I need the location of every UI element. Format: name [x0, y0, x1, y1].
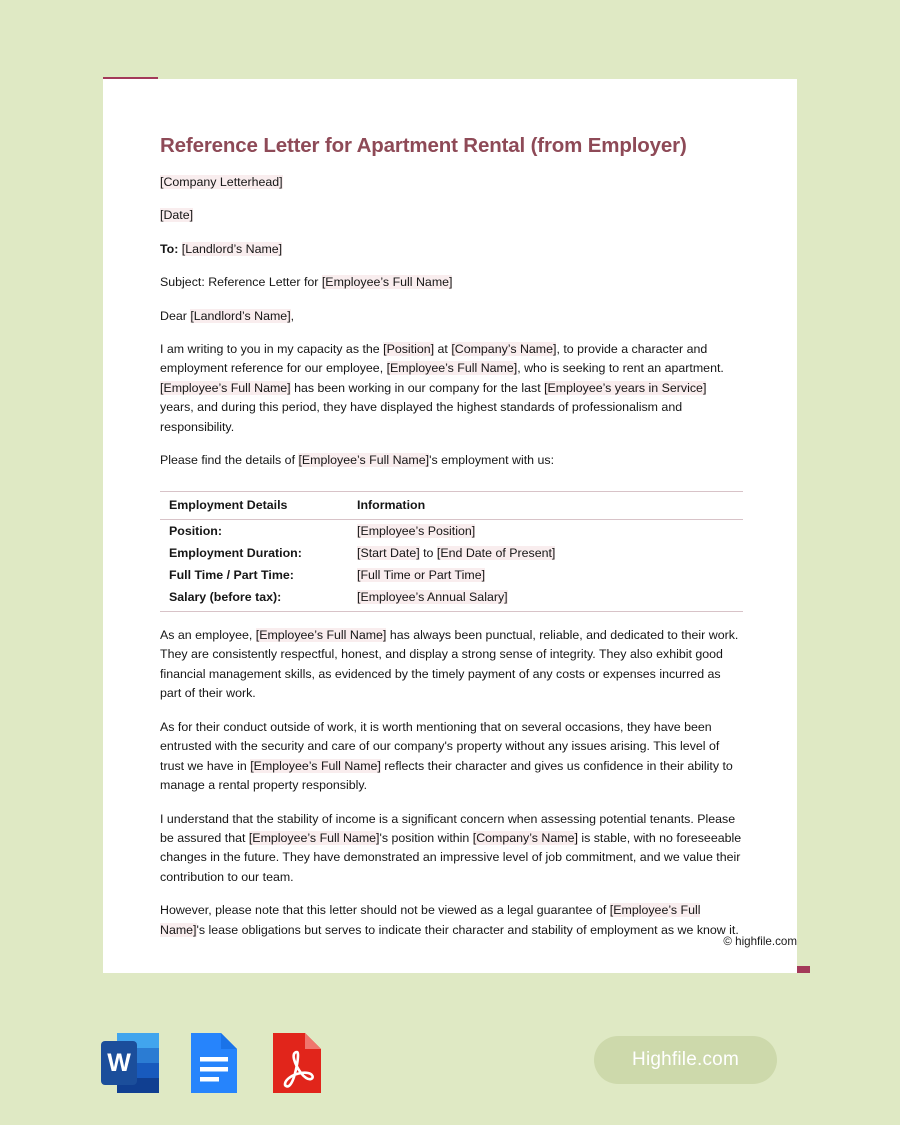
intro-seg-5: has been working in our company for the last	[290, 380, 545, 395]
position-placeholder: [Position]	[383, 341, 435, 356]
company-name-placeholder-2: [Company’s Name]	[472, 831, 578, 845]
employee-name-placeholder-5: [Employee’s Full Name]	[250, 758, 381, 773]
table-row	[160, 564, 743, 586]
highfile-brand-label: Highfile.com	[632, 1049, 739, 1070]
company-letterhead-line	[160, 173, 743, 192]
document-footer	[214, 935, 797, 948]
company-letterhead-placeholder: [Company Letterhead]	[160, 174, 283, 189]
table-header	[160, 491, 743, 519]
highfile-brand-pill[interactable]	[594, 1036, 777, 1084]
table-header-information: Information	[348, 491, 743, 519]
employee-character-paragraph	[160, 626, 743, 704]
svg-text:W: W	[107, 1049, 131, 1077]
disclaimer-seg-2: 's lease obligations but serves to indicate their character and stability of employment as we know it.	[196, 922, 739, 937]
landlord-name-placeholder: [Landlord’s Name]	[181, 241, 283, 256]
stability-seg-1: I understand that the stability of income is a significant concern when assessing potential tenants. Please be assured that	[160, 811, 736, 845]
date-line	[160, 206, 743, 225]
intro-seg-1: I am writing to you in my capacity as the	[160, 341, 384, 356]
details-lead-seg-2: 's employment with us:	[429, 453, 555, 468]
row-label-salary: Salary (before tax):	[160, 586, 348, 612]
stability-seg-3: is stable, with no foreseeable changes in the future. They have demonstrated an impressive level of job commitment, and we value their contribution to our team.	[160, 831, 742, 884]
employee-seg-2: has always been punctual, reliable, and dedicated to their work. They are consistently respectful, honest, and display a strong sense of integrity. They also exhibit good financial management skills, as evidenced by the timely payment of any costs or expenses incurred as part of their work.	[160, 627, 739, 701]
company-name-placeholder: [Company’s Name]	[451, 341, 557, 356]
pdf-icon[interactable]	[269, 1029, 327, 1097]
salutation-landlord-placeholder: [Landlord’s Name]	[190, 308, 291, 323]
row-label-position: Position:	[169, 523, 222, 538]
details-lead-seg-1: Please find the details of	[160, 453, 299, 468]
employment-details-table	[160, 491, 743, 612]
income-stability-paragraph	[160, 810, 743, 888]
word-doc-icon[interactable]	[101, 1029, 159, 1097]
subject-line	[160, 273, 743, 292]
start-date-placeholder: [Start Date]	[357, 545, 420, 560]
row-value-duration	[348, 542, 743, 564]
intro-paragraph	[160, 340, 743, 437]
download-format-icons	[101, 1029, 327, 1097]
end-date-placeholder: [End Date of Present]	[436, 545, 556, 560]
disclaimer-seg-1: However, please note that this letter should not be viewed as a legal guarantee of	[160, 903, 610, 918]
conduct-seg-2: reflects their character and gives us confidence in their ability to manage a rental property responsibly.	[160, 758, 733, 793]
employee-name-placeholder-3: [Employee’s Full Name]	[298, 453, 430, 468]
document-page	[103, 79, 797, 973]
row-value-salary	[348, 586, 743, 612]
table-body	[160, 519, 743, 611]
table-header-row	[160, 491, 743, 519]
conduct-paragraph	[160, 718, 743, 796]
row-value-position	[348, 519, 743, 542]
employee-position-placeholder: [Employee’s Position]	[357, 523, 476, 538]
full-or-part-time-placeholder: [Full Time or Part Time]	[357, 567, 486, 582]
employee-name-placeholder-2: [Employee’s Full Name]	[160, 380, 291, 395]
table-row	[160, 542, 743, 564]
table-header-details: Employment Details	[160, 491, 348, 519]
employee-name-placeholder-4: [Employee’s Full Name]	[255, 627, 387, 642]
intro-seg-2: at	[434, 341, 452, 356]
subject-employee-placeholder: [Employee’s Full Name]	[321, 275, 453, 290]
duration-joiner: to	[419, 545, 437, 560]
annual-salary-placeholder: [Employee’s Annual Salary]	[357, 589, 508, 604]
years-in-service-placeholder: [Employee’s years in Service]	[544, 380, 707, 395]
details-lead-paragraph	[160, 451, 743, 470]
intro-seg-4: , who is seeking to rent an apartment.	[517, 361, 724, 376]
page-title: Reference Letter for Apartment Rental (from Employer)	[160, 134, 687, 157]
to-label: To:	[160, 241, 179, 256]
salutation-line	[160, 307, 743, 326]
document-content	[160, 79, 743, 940]
date-placeholder: [Date]	[160, 208, 194, 223]
intro-seg-6: years, and during this period, they have displayed the highest standards of professionalism and responsibility.	[160, 400, 683, 434]
table-row	[160, 586, 743, 612]
recipient-line	[160, 240, 743, 259]
intro-seg-3: , to provide a character and employment reference for our employee,	[160, 341, 708, 376]
salutation-suffix: ,	[290, 308, 295, 323]
conduct-seg-1: As for their conduct outside of work, it is worth mentioning that on several occasions, they have been entrusted with the security and care of our company's property without any issues arising. This level of trust we have in	[160, 719, 720, 773]
row-label-fulltime: Full Time / Part Time:	[169, 567, 294, 582]
employee-name-placeholder-6: [Employee’s Full Name]	[248, 831, 380, 845]
employee-name-placeholder-1: [Employee’s Full Name]	[386, 361, 518, 376]
google-docs-icon[interactable]	[185, 1029, 243, 1097]
row-label-duration: Employment Duration:	[169, 545, 302, 560]
table-row	[160, 519, 743, 542]
salutation-prefix: Dear	[160, 308, 191, 323]
subject-prefix: Subject: Reference Letter for	[160, 275, 322, 290]
employee-seg-1: As an employee,	[160, 627, 256, 642]
row-value-fulltime	[348, 564, 743, 586]
stability-seg-2: 's position within	[379, 831, 473, 845]
employee-name-placeholder-7: [Employee’s Full Name]	[160, 903, 701, 937]
copyright-text: © highfile.com	[723, 935, 797, 948]
